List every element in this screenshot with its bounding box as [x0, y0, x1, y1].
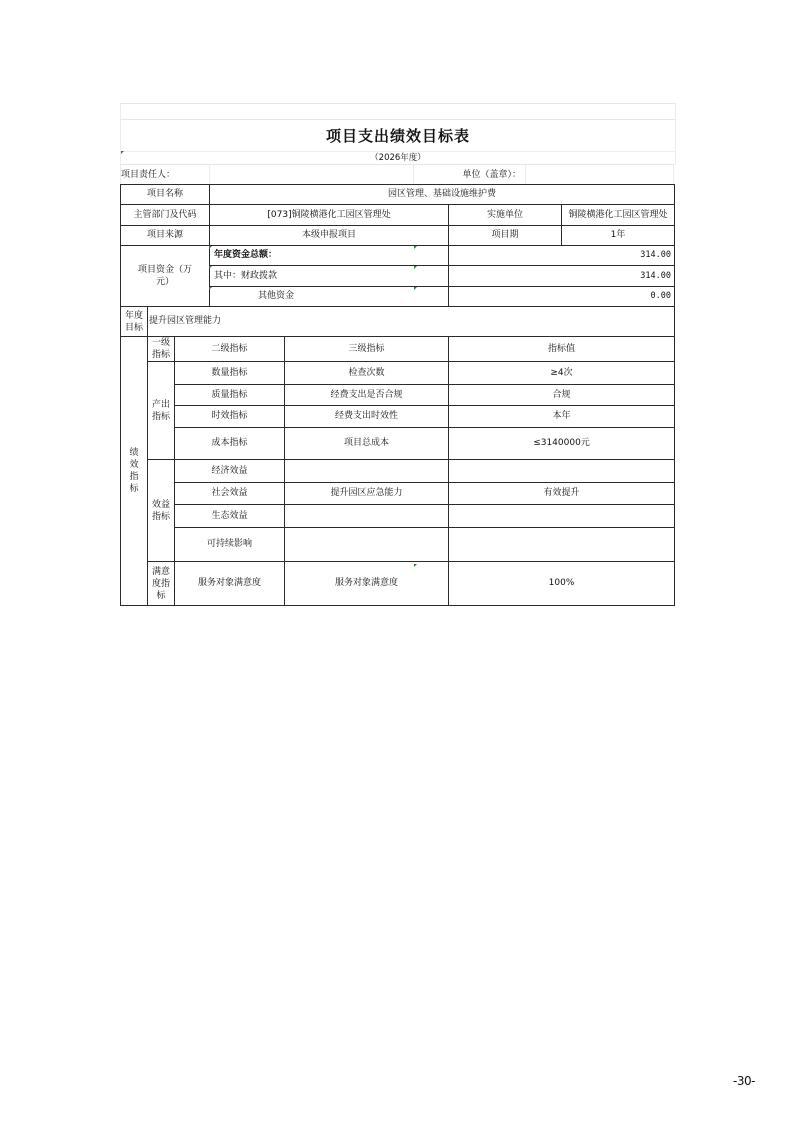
level3-cell: 服务对象满意度	[285, 562, 449, 606]
level2-cell: 生态效益	[175, 505, 285, 528]
cell-comment-marker	[209, 287, 212, 290]
level3-cell: 提升园区应急能力	[285, 483, 449, 505]
funds-other-value: 0.00	[449, 287, 675, 307]
table-row	[121, 505, 675, 528]
funds-fiscal-label: 其中：财政拨款	[210, 266, 449, 287]
table-row	[121, 226, 675, 246]
level2-cell: 可持续影响	[175, 528, 285, 562]
dept-label: 主管部门及代码	[121, 205, 210, 226]
responsible-label: 项目责任人：	[120, 165, 210, 185]
table-row	[121, 406, 675, 428]
cell-comment-marker	[414, 246, 417, 249]
cell-comment-marker	[209, 246, 212, 249]
impl-unit-label: 实施单位	[449, 205, 562, 226]
table-row	[121, 428, 675, 460]
unit-label-text: 单位（盖章）：	[462, 170, 521, 180]
impl-unit-value: 铜陵横港化工园区管理处	[562, 205, 675, 226]
project-name-value: 园区管理、基础设施维护费	[210, 185, 675, 205]
benefit-indicators-label: 效益指标	[148, 460, 175, 562]
value-cell	[449, 528, 675, 562]
sheet-top-border	[120, 103, 676, 120]
table-row	[121, 362, 675, 385]
responsible-value	[209, 165, 414, 185]
value-cell	[449, 460, 675, 483]
table-row	[121, 205, 675, 226]
level3-cell: 项目总成本	[285, 428, 449, 460]
level3-cell: 检查次数	[285, 362, 449, 385]
value-cell: 合规	[449, 385, 675, 406]
level3-cell	[285, 505, 449, 528]
col-level3-header: 三级指标	[285, 337, 449, 362]
period-label: 项目期	[449, 226, 562, 246]
period-value: 1年	[562, 226, 675, 246]
level2-cell: 数量指标	[175, 362, 285, 385]
unit-label	[414, 165, 526, 185]
responsible-row	[120, 164, 674, 185]
table-row	[121, 483, 675, 505]
funds-other-label: 其他资金	[210, 287, 449, 307]
funds-total-label: 年度资金总额：	[210, 246, 449, 266]
funds-fiscal-value: 314.00	[449, 266, 675, 287]
cell-comment-marker	[209, 266, 212, 269]
value-cell: 100%	[449, 562, 675, 606]
level2-cell: 服务对象满意度	[175, 562, 285, 606]
value-cell: ≤3140000元	[449, 428, 675, 460]
col-level1-header: 一级指标	[148, 337, 175, 362]
source-label: 项目来源	[121, 226, 210, 246]
satisfaction-indicators-label: 满意度指标	[148, 562, 175, 606]
table-row	[121, 385, 675, 406]
unit-value	[527, 165, 674, 185]
page-number: -30-	[733, 1074, 755, 1088]
level3-cell	[285, 528, 449, 562]
level3-cell: 经费支出是否合规	[285, 385, 449, 406]
annual-goal-label: 年度目标	[121, 307, 148, 337]
table-row	[121, 460, 675, 483]
level2-cell: 社会效益	[175, 483, 285, 505]
annual-goal-value: 提升园区管理能力	[148, 307, 675, 337]
source-value: 本级申报项目	[210, 226, 449, 246]
level3-cell: 经费支出时效性	[285, 406, 449, 428]
project-name-label: 项目名称	[121, 185, 210, 205]
table-row	[121, 246, 675, 266]
dept-value: [073]铜陵横港化工园区管理处	[210, 205, 449, 226]
table-row	[121, 528, 675, 562]
col-value-header: 指标值	[449, 337, 675, 362]
fiscal-year: （2026年度）	[120, 151, 676, 165]
col-level2-header: 二级指标	[175, 337, 285, 362]
level3-cell	[285, 460, 449, 483]
page-title: 项目支出绩效目标表	[120, 119, 676, 152]
level2-cell: 时效指标	[175, 406, 285, 428]
cell-comment-marker	[414, 266, 417, 269]
cell-comment-marker	[121, 151, 124, 154]
value-cell: ≥4次	[449, 362, 675, 385]
output-indicators-label: 产出指标	[148, 362, 175, 460]
funds-label: 项目资金（万元）	[121, 246, 210, 307]
level2-cell: 成本指标	[175, 428, 285, 460]
table-row	[121, 307, 675, 337]
value-cell	[449, 505, 675, 528]
cell-comment-marker	[414, 287, 417, 290]
table-row	[121, 185, 675, 205]
funds-total-value: 314.00	[449, 246, 675, 266]
cell-comment-marker	[414, 564, 417, 567]
table-row	[121, 337, 675, 362]
value-cell: 有效提升	[449, 483, 675, 505]
table-row	[121, 562, 675, 606]
level2-cell: 质量指标	[175, 385, 285, 406]
performance-table	[120, 184, 675, 606]
performance-indicators-label: 绩效指标	[121, 337, 148, 606]
level2-cell: 经济效益	[175, 460, 285, 483]
value-cell: 本年	[449, 406, 675, 428]
